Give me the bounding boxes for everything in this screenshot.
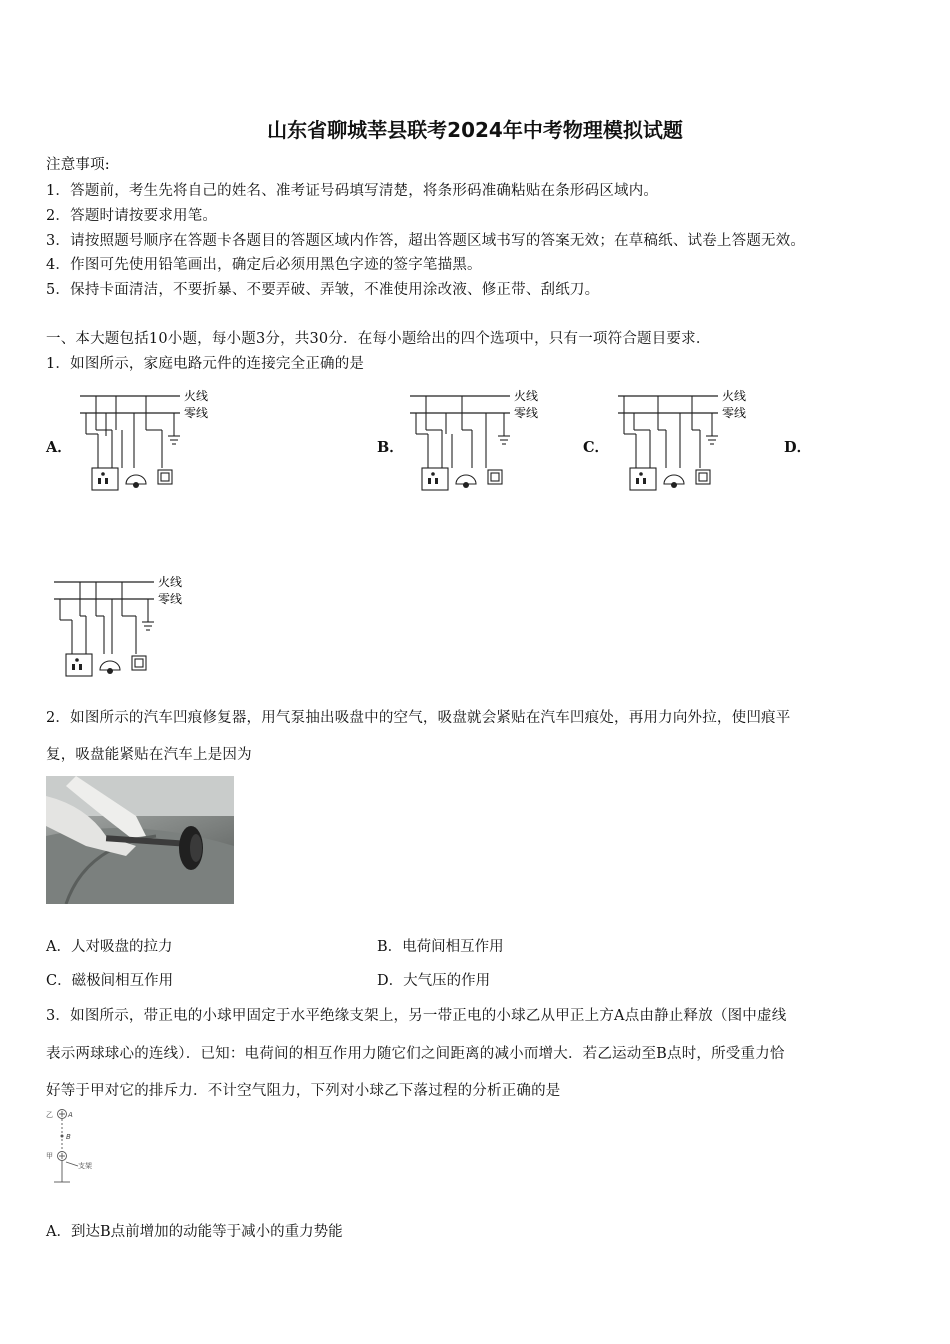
notice-item: 4．作图可先使用铅笔画出，确定后必须用黑色字迹的签字笔描黑。 [46, 257, 482, 273]
q2-option-a: A．人对吸盘的拉力 [46, 939, 173, 955]
live-wire-label: 火线 [514, 389, 539, 403]
q2-option-c: C．磁极间相互作用 [46, 973, 174, 989]
live-wire-label: 火线 [722, 389, 747, 403]
section-heading: 一、本大题包括10小题，每小题3分，共30分．在每小题给出的四个选项中，只有一项符合题目要求． [46, 331, 711, 347]
page-title: 山东省聊城莘县联考2024年中考物理模拟试题 [267, 118, 683, 142]
point-b-label: B [66, 1133, 71, 1141]
ball-yi-label: 乙 [46, 1111, 53, 1119]
q3-option-a: A．到达B点前增加的动能等于减小的重力势能 [46, 1224, 343, 1240]
dent-repair-photo [46, 776, 234, 904]
neutral-wire-label: 零线 [722, 406, 747, 420]
notice-item: 3．请按照题号顺序在答题卡各题目的答题区域内作答，超出答题区域书写的答案无效；在草稿纸、试卷上答题无效。 [46, 233, 806, 249]
ball-jia-label: 甲 [46, 1152, 53, 1160]
notice-item: 2．答题时请按要求用笔。 [46, 208, 218, 224]
q2-option-b: B．电荷间相互作用 [377, 939, 504, 955]
notice-heading: 注意事项: [46, 157, 110, 173]
stand-label: 支架 [78, 1162, 92, 1170]
neutral-wire-label: 零线 [158, 592, 183, 606]
q2-stem-line2: 复，吸盘能紧贴在汽车上是因为 [46, 747, 252, 763]
q3-stem-line2: 表示两球球心的连线）．已知：电荷间的相互作用力随它们之间距离的减小而增大．若乙运动至B点时，所受重力恰 [46, 1046, 785, 1062]
q2-stem-line1: 2．如图所示的汽车凹痕修复器，用气泵抽出吸盘中的空气，吸盘就会紧贴在汽车凹痕处，再用力向外拉，使凹痕平 [46, 710, 791, 726]
live-wire-label: 火线 [184, 389, 209, 403]
q1-stem: 1．如图所示，家庭电路元件的连接完全正确的是 [46, 356, 365, 372]
notice-item: 1．答题前，考生先将自己的姓名、准考证号码填写清楚，将条形码准确粘贴在条形码区域内。 [46, 183, 659, 199]
circuit-diagram-d [50, 572, 200, 680]
charged-balls-figure [44, 1106, 114, 1190]
circuit-diagram-a [76, 386, 226, 494]
live-wire-label: 火线 [158, 575, 183, 589]
neutral-wire-label: 零线 [184, 406, 209, 420]
q1-option-c-label: C． [583, 439, 610, 456]
point-a-label: A [68, 1111, 73, 1119]
q1-option-d-label: D． [784, 439, 812, 456]
q3-stem-line3: 好等于甲对它的排斥力．不计空气阻力，下列对小球乙下落过程的分析正确的是 [46, 1083, 561, 1099]
circuit-diagram-b [406, 386, 556, 494]
q1-option-a-label: A． [46, 439, 72, 456]
circuit-diagram-c [614, 386, 764, 494]
q3-stem-line1: 3．如图所示，带正电的小球甲固定于水平绝缘支架上，另一带正电的小球乙从甲正上方A点由静止释放（图中虚线 [46, 1008, 787, 1024]
neutral-wire-label: 零线 [514, 406, 539, 420]
q2-option-d: D．大气压的作用 [377, 973, 491, 989]
notice-item: 5．保持卡面清洁，不要折暴、不要弄破、弄皱，不准使用涂改液、修正带、刮纸刀。 [46, 282, 600, 298]
q1-option-b-label: B． [377, 439, 404, 456]
